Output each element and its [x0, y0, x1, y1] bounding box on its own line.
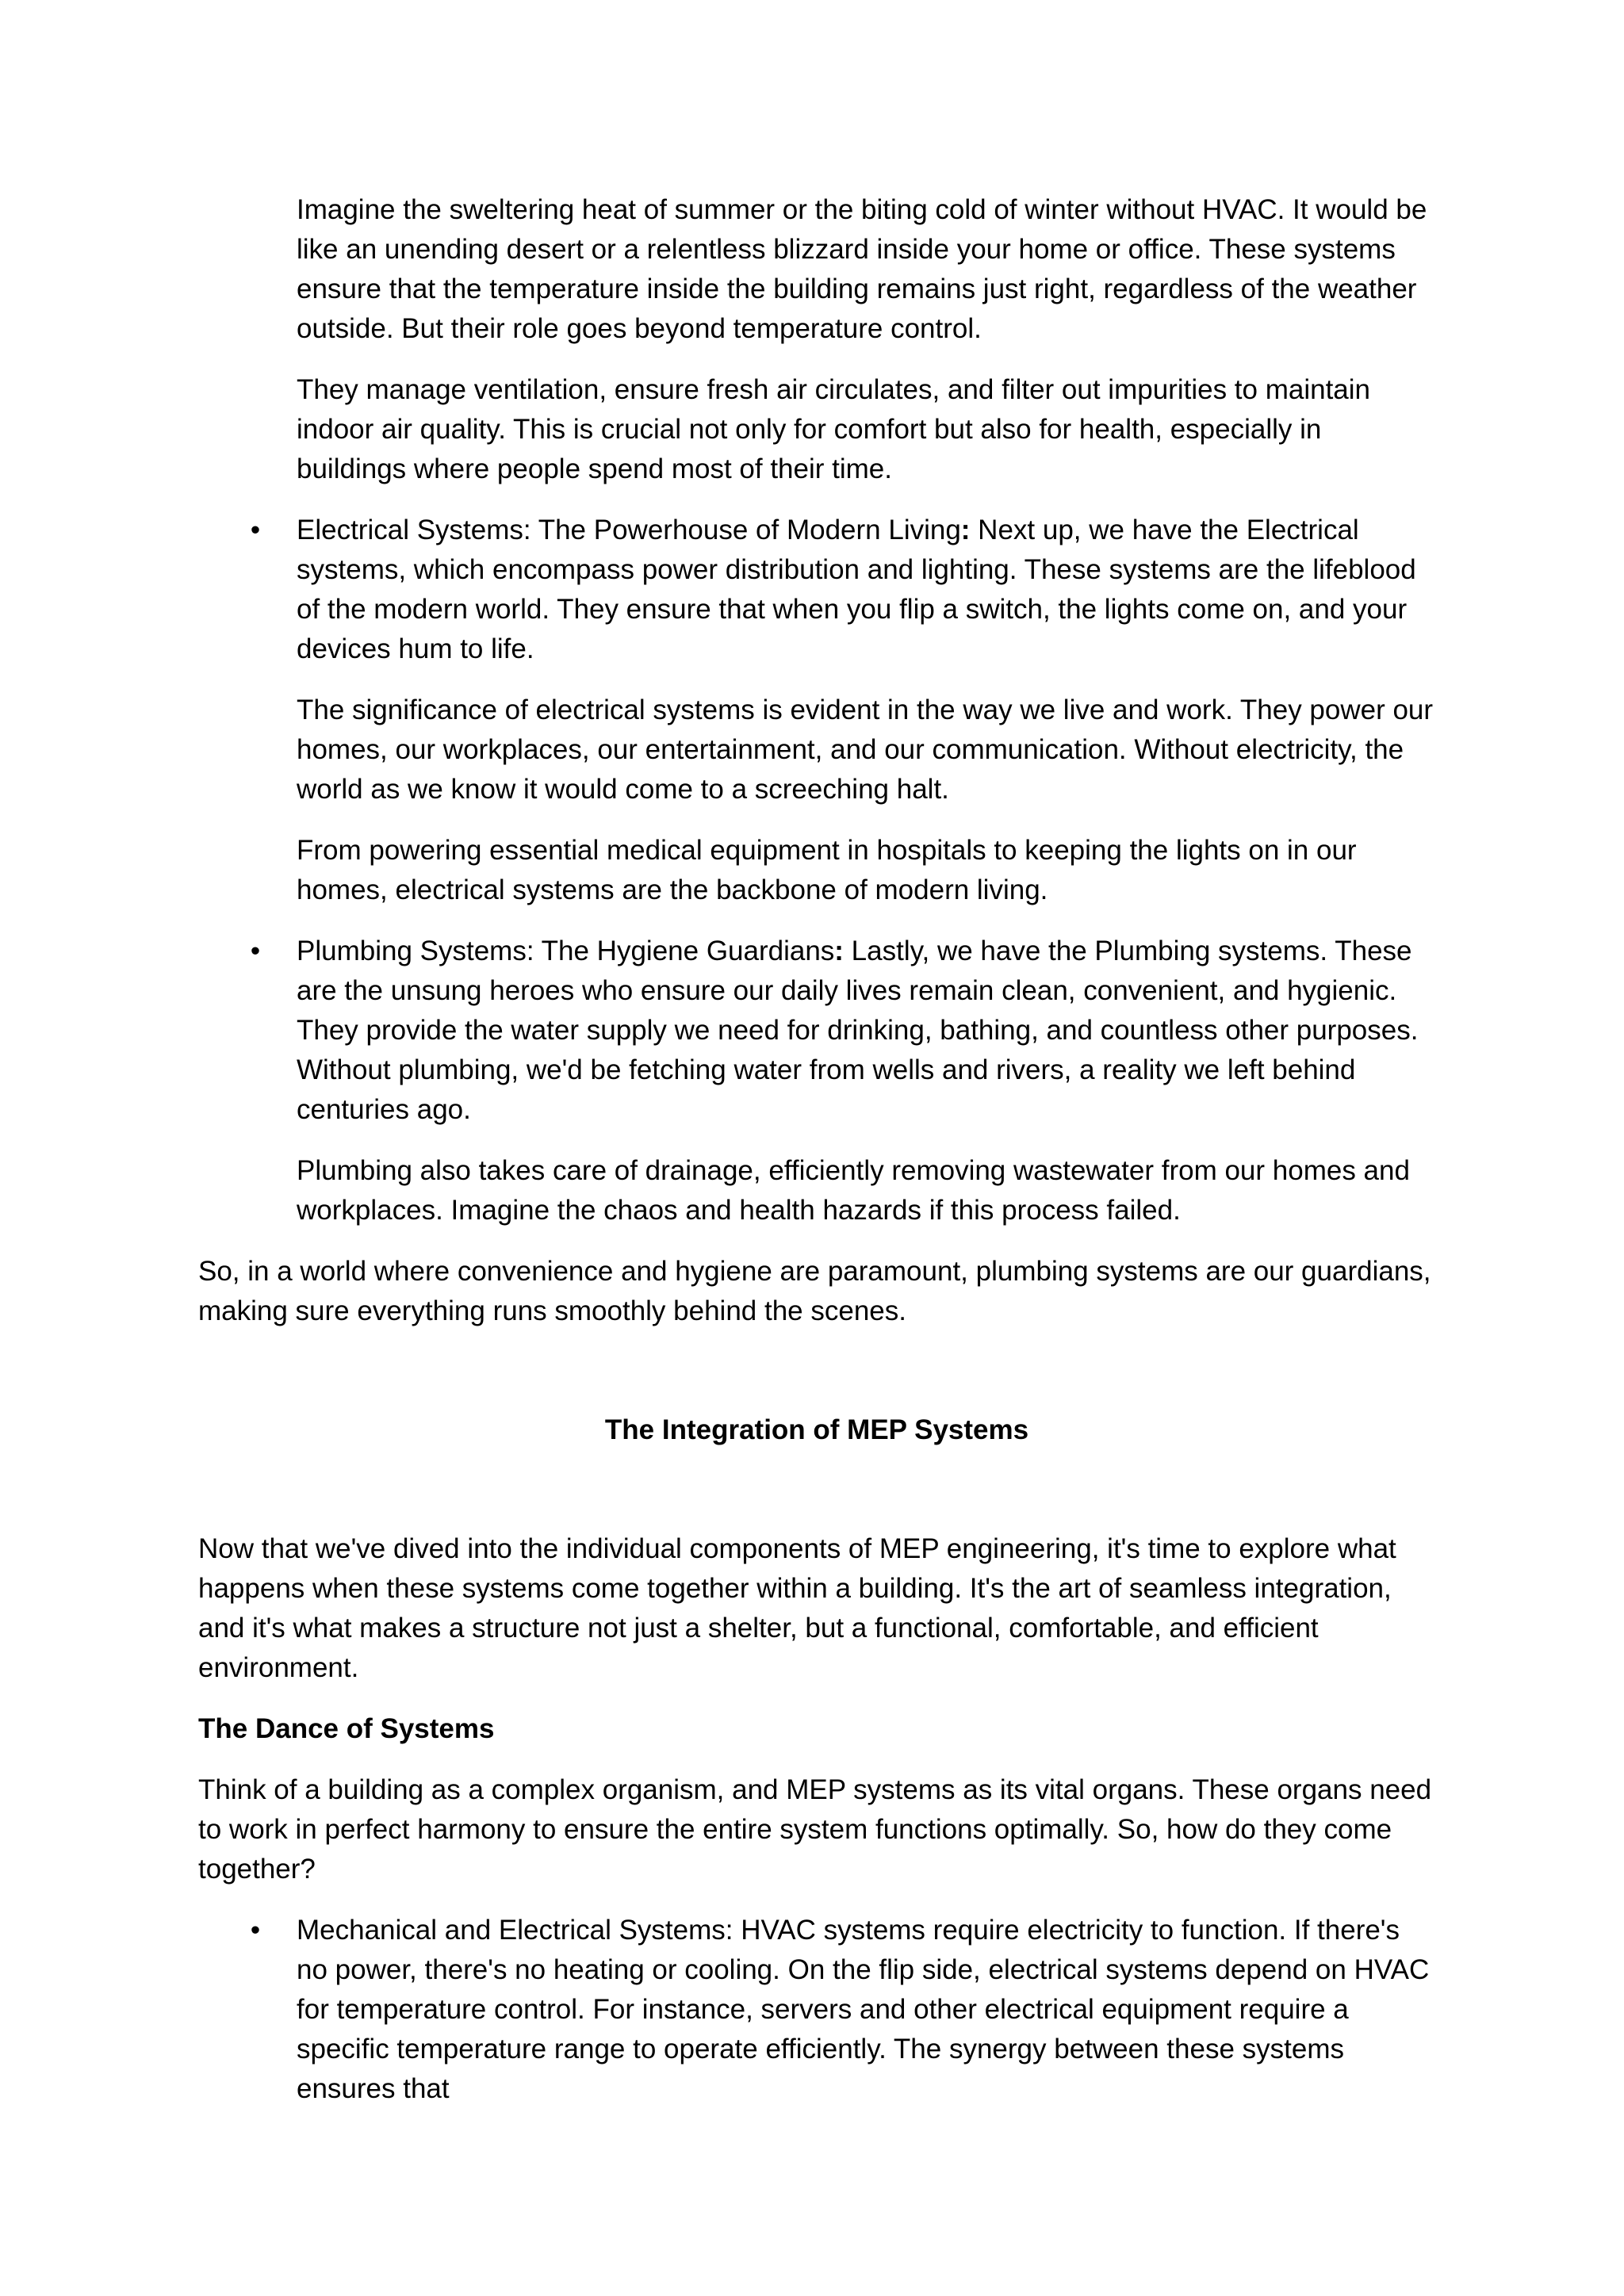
hvac-paragraph-1: Imagine the sweltering heat of summer or the biting cold of winter without HVAC. It would be like an unending desert or a relentless blizzard inside your home or office. These systems ensure that the temperature inside the building remains just right, regardless of the weather outside. But their role goes beyond temperature control.	[297, 194, 1427, 344]
bullet-icon: •	[250, 936, 261, 966]
electrical-colon: :	[960, 515, 971, 545]
hvac-paragraph-2: They manage ventilation, ensure fresh air circulates, and filter out impurities to maintain indoor air quality. This is crucial not only for comfort but also for health, especially in buildings where people spend most of their time.	[297, 374, 1370, 484]
subheading-dance-of-systems: The Dance of Systems	[198, 1713, 495, 1744]
plumbing-lead: Lastly, we have the Plumbing systems. These are the unsung heroes who ensure our daily lives remain clean, convenient, and hygienic. They provide the water supply we need for drinking, bathing, and countless other purposes. Without plumbing, we'd be fetching water from wells and rivers, a reality we left behind centuries ago.	[297, 936, 1419, 1125]
plumbing-lead-paragraph	[297, 932, 1435, 1130]
electrical-bullet-item	[250, 511, 1435, 910]
document-body	[198, 190, 1435, 2130]
electrical-lead: Next up, we have the Electrical systems, which encompass power distribution and lighting. These systems are the lifeblood of the modern world. They ensure that when you flip a switch, the lights come on, and your devices hum to life.	[297, 515, 1416, 664]
electrical-title: Electrical Systems: The Powerhouse of Modern Living	[297, 515, 961, 545]
plumbing-bullet-item	[250, 932, 1435, 1230]
closing-paragraph: So, in a world where convenience and hygiene are paramount, plumbing systems are our guardians, making sure everything runs smoothly behind the scenes.	[198, 1256, 1431, 1326]
mech-elec-paragraph: Mechanical and Electrical Systems: HVAC systems require electricity to function. If there's no power, there's no heating or cooling. On the flip side, electrical systems depend on HVAC for temperature control. For instance, servers and other electrical equipment require a specific temperature range to operate efficiently. The synergy between these systems ensures that	[297, 1915, 1430, 2104]
dance-paragraph: Think of a building as a complex organism, and MEP systems as its vital organs. These organs need to work in perfect harmony to ensure the entire system functions optimally. So, how do they come together?	[198, 1774, 1432, 1885]
electrical-paragraph-1: The significance of electrical systems is evident in the way we live and work. They power our homes, our workplaces, our entertainment, and our communication. Without electricity, the world as we know it would come to a screeching halt.	[297, 695, 1434, 805]
bullet-icon: •	[250, 515, 261, 545]
electrical-paragraph-2: From powering essential medical equipment in hospitals to keeping the lights on in our homes, electrical systems are the backbone of modern living.	[297, 835, 1357, 905]
plumbing-title: Plumbing Systems: The Hygiene Guardians	[297, 936, 835, 966]
plumbing-colon: :	[834, 936, 844, 966]
bullet-icon: •	[250, 1915, 261, 1946]
mech-elec-bullet-item	[250, 1911, 1435, 2109]
section-intro-paragraph: Now that we've dived into the individual components of MEP engineering, it's time to explore what happens when these systems come together within a building. It's the art of seamless integration, and it's what makes a structure not just a shelter, but a functional, comfortable, and efficient environment.	[198, 1533, 1396, 1683]
electrical-lead-paragraph	[297, 511, 1435, 669]
plumbing-paragraph-1: Plumbing also takes care of drainage, efficiently removing wastewater from our homes and workplaces. Imagine the chaos and health hazards if this process failed.	[297, 1155, 1410, 1226]
section-heading: The Integration of MEP Systems	[604, 1414, 1029, 1445]
